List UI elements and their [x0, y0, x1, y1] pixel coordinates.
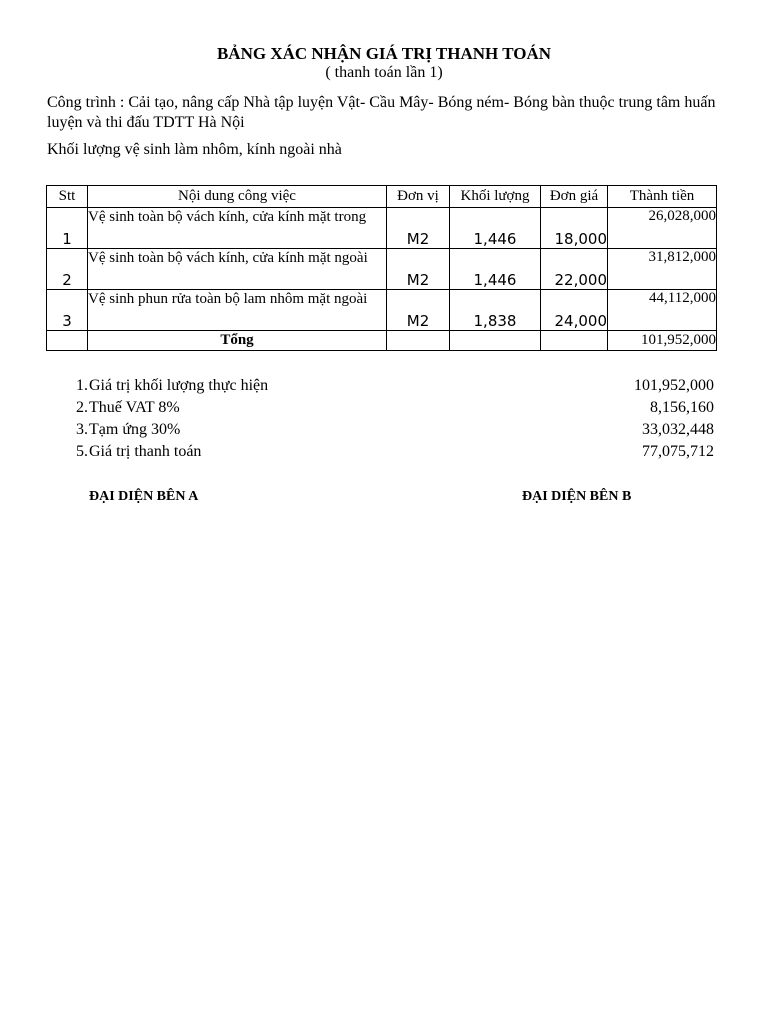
row-stt: 3 [47, 290, 88, 331]
summary-value: 8,156,160 [650, 399, 714, 416]
row-amount: 44,112,000 [608, 290, 717, 331]
table-total-row [47, 331, 717, 351]
row-quantity: 1,838 [450, 290, 541, 331]
row-stt: 2 [47, 249, 88, 290]
total-price-empty [541, 331, 608, 351]
row-unit-price: 24,000 [541, 290, 608, 331]
col-header-stt: Stt [47, 186, 88, 208]
summary-label: Giá trị thanh toán [89, 443, 202, 460]
payment-summary [72, 375, 714, 463]
col-header-unit: Đơn vị [387, 186, 450, 208]
table-row [47, 249, 717, 290]
summary-number: 5. [76, 443, 88, 460]
row-amount: 31,812,000 [608, 249, 717, 290]
col-header-description: Nội dung công việc [88, 186, 387, 208]
summary-item [72, 397, 714, 419]
summary-number: 1. [76, 377, 88, 394]
row-unit-price: 18,000 [541, 208, 608, 249]
row-description: Vệ sinh toàn bộ vách kính, cửa kính mặt trong [88, 208, 387, 249]
summary-item [72, 441, 714, 463]
document-subtitle: ( thanh toán lần 1) [325, 64, 443, 81]
payment-table [46, 185, 717, 351]
work-scope: Khối lượng vệ sinh làm nhôm, kính ngoài nhà [47, 141, 342, 158]
row-stt: 1 [47, 208, 88, 249]
row-unit: M2 [387, 290, 450, 331]
row-unit-price: 22,000 [541, 249, 608, 290]
row-amount: 26,028,000 [608, 208, 717, 249]
signature-party-a: ĐẠI DIỆN BÊN A [89, 489, 199, 504]
summary-label: Giá trị khối lượng thực hiện [89, 377, 269, 394]
row-quantity: 1,446 [450, 208, 541, 249]
row-quantity: 1,446 [450, 249, 541, 290]
summary-label: Thuế VAT 8% [89, 399, 180, 416]
summary-item [72, 375, 714, 397]
total-amount: 101,952,000 [608, 331, 717, 351]
col-header-quantity: Khối lượng [450, 186, 541, 208]
total-unit-empty [387, 331, 450, 351]
row-description: Vệ sinh toàn bộ vách kính, cửa kính mặt ngoài [88, 249, 387, 290]
total-qty-empty [450, 331, 541, 351]
summary-item [72, 419, 714, 441]
row-unit: M2 [387, 208, 450, 249]
summary-number: 2. [76, 399, 88, 416]
project-description: Công trình : Cải tạo, nâng cấp Nhà tập luyện Vật- Cầu Mây- Bóng ném- Bóng bàn thuộc trung tâm huấn luyện và thi đấu TDTT Hà Nội [47, 94, 716, 131]
table-row [47, 290, 717, 331]
summary-value: 101,952,000 [634, 377, 714, 394]
total-stt-empty [47, 331, 88, 351]
signature-party-b: ĐẠI DIỆN BÊN B [522, 489, 632, 504]
summary-number: 3. [76, 421, 88, 438]
col-header-unit-price: Đơn giá [541, 186, 608, 208]
summary-label: Tạm ứng 30% [89, 421, 181, 438]
col-header-amount: Thành tiền [608, 186, 717, 208]
row-unit: M2 [387, 249, 450, 290]
table-header-row [47, 186, 717, 208]
document-title: BẢNG XÁC NHẬN GIÁ TRỊ THANH TOÁN [216, 44, 552, 63]
table-row [47, 208, 717, 249]
summary-value: 77,075,712 [642, 443, 714, 460]
row-description: Vệ sinh phun rửa toàn bộ lam nhôm mặt ngoài [88, 290, 387, 331]
total-label: Tổng [88, 331, 387, 351]
summary-value: 33,032,448 [642, 421, 714, 438]
